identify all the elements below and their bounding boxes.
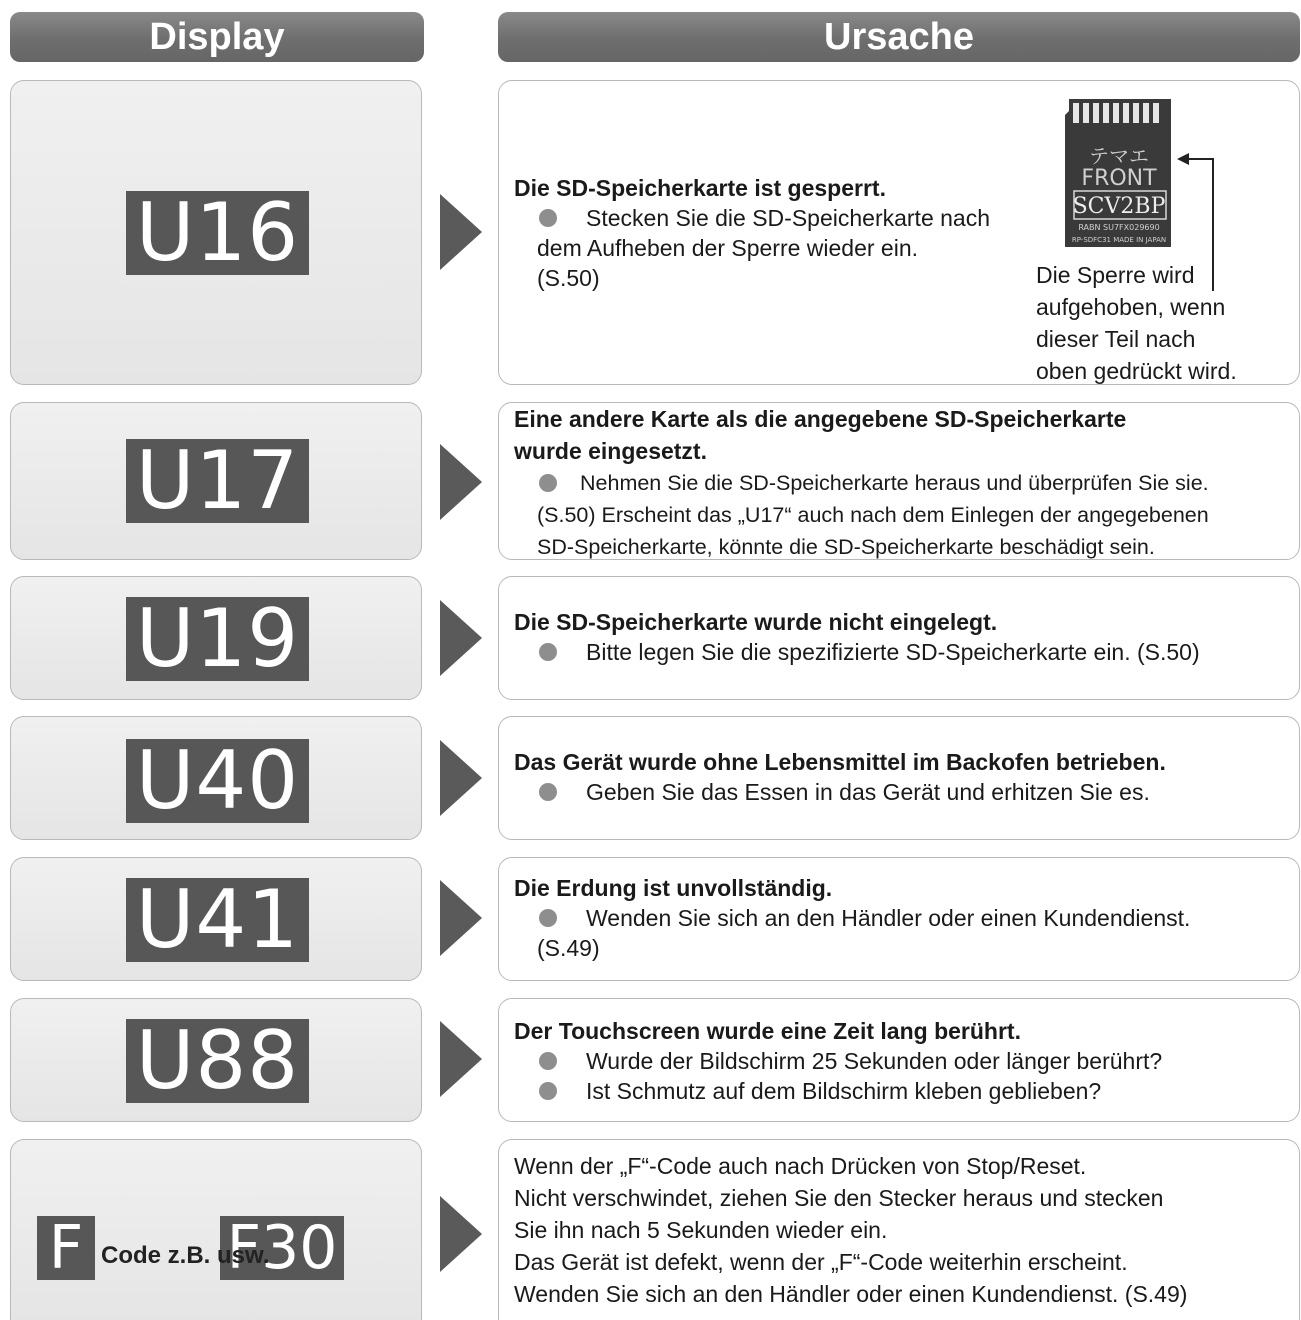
error-code-u17: U17: [126, 439, 309, 523]
display-cell-f-code: [10, 1139, 422, 1320]
cause-bullet: Wenden Sie sich an den Händler oder einen Kundendienst.: [586, 905, 1191, 931]
arrow-right-icon: [440, 600, 482, 676]
error-code-f: F: [37, 1216, 95, 1280]
sd-card-icon: [1061, 97, 1175, 253]
arrow-right-icon: [440, 194, 482, 270]
cause-bullet: Geben Sie das Essen in das Gerät und erhitzen Sie es.: [586, 779, 1150, 805]
cause-title: Die SD-Speicherkarte ist gesperrt.: [514, 175, 886, 201]
error-code-u88: U88: [126, 1019, 309, 1103]
cause-line: Nicht verschwindet, ziehen Sie den Stecker heraus und stecken: [514, 1185, 1164, 1211]
arrow-right-icon: [440, 1021, 482, 1097]
card-model: SCV2BP: [1072, 194, 1166, 219]
arrow-right-icon: [440, 740, 482, 816]
cause-bullet: Bitte legen Sie die spezifizierte SD-Speicherkarte ein. (S.50): [586, 639, 1200, 665]
cause-column-header: Ursache: [498, 12, 1300, 62]
cause-line: Das Gerät ist defekt, wenn der „F“-Code weiterhin erscheint.: [514, 1249, 1128, 1275]
error-code-u41: U41: [126, 878, 309, 962]
card-line: RP-SDFC31 MADE IN JAPAN: [1071, 236, 1167, 244]
bullet-icon: [539, 643, 557, 661]
display-column-header: Display: [10, 12, 424, 62]
arrow-right-icon: [440, 880, 482, 956]
cause-bullet: Ist Schmutz auf dem Bildschirm kleben geblieben?: [586, 1078, 1102, 1104]
cause-line: (S.49): [537, 935, 600, 961]
cause-bullet: Nehmen Sie die SD-Speicherkarte heraus und überprüfen Sie sie.: [580, 471, 1209, 495]
cause-line: Wenn der „F“-Code auch nach Drücken von Stop/Reset.: [514, 1153, 1087, 1179]
cause-bullet: Wurde der Bildschirm 25 Sekunden oder länger berührt?: [586, 1048, 1163, 1074]
card-brand: テマエ: [1089, 144, 1149, 168]
error-code-u40: U40: [126, 739, 309, 823]
lock-note: Die Sperre wird aufgehoben, wenn dieser Teil nach oben gedrückt wird.: [1036, 262, 1237, 384]
cause-title: Das Gerät wurde ohne Lebensmittel im Backofen betrieben.: [514, 749, 1166, 775]
bullet-icon: [539, 909, 557, 927]
cause-cell-u16: [498, 80, 1300, 385]
error-code-f30: F30: [220, 1216, 344, 1280]
bullet-icon: [539, 783, 557, 801]
card-front: FRONT: [1081, 166, 1157, 191]
cause-title: Die Erdung ist unvollständig.: [514, 875, 833, 901]
f-code-note: Code z.B. usw.: [101, 1242, 270, 1269]
cause-cell-u88: [498, 998, 1300, 1122]
bullet-icon: [539, 1052, 557, 1070]
cause-cell-u40: [498, 716, 1300, 840]
cause-line: SD-Speicherkarte, könnte die SD-Speicherkarte beschädigt sein.: [537, 535, 1155, 559]
cause-cell-u41: [498, 857, 1300, 981]
cause-title: Eine andere Karte als die angegebene SD-Speicherkarte: [514, 406, 1127, 432]
cause-line: Sie ihn nach 5 Sekunden wieder ein.: [514, 1217, 888, 1243]
display-cell-u41: [10, 857, 422, 981]
cause-line: (S.50) Erscheint das „U17“ auch nach dem Einlegen der angegebenen: [537, 503, 1209, 527]
error-code-u16: U16: [126, 191, 309, 275]
display-cell-u17: [10, 402, 422, 560]
arrow-right-icon: [440, 1196, 482, 1272]
arrow-right-icon: [440, 444, 482, 520]
cause-bullet: Stecken Sie die SD-Speicherkarte nach: [586, 205, 990, 231]
cause-cell-u19: [498, 576, 1300, 700]
cause-line: dem Aufheben der Sperre wieder ein.: [537, 235, 919, 261]
cause-title: wurde eingesetzt.: [514, 438, 707, 464]
card-line: RABN SU7FX029690: [1078, 223, 1160, 232]
bullet-icon: [539, 474, 557, 492]
display-cell-u88: [10, 998, 422, 1122]
cause-title: Der Touchscreen wurde eine Zeit lang berührt.: [514, 1018, 1021, 1044]
error-code-u19: U19: [126, 597, 309, 681]
bullet-icon: [539, 1082, 557, 1100]
display-cell-u19: [10, 576, 422, 700]
cause-title: Die SD-Speicherkarte wurde nicht eingelegt.: [514, 609, 998, 635]
cause-line: Wenden Sie sich an den Händler oder einen Kundendienst. (S.49): [514, 1281, 1188, 1307]
cause-cell-f-code: [498, 1139, 1300, 1320]
display-cell-u40: [10, 716, 422, 840]
cause-line: (S.50): [537, 265, 600, 291]
bullet-icon: [539, 209, 557, 227]
cause-cell-u17: [498, 402, 1300, 560]
display-cell-u16: [10, 80, 422, 385]
